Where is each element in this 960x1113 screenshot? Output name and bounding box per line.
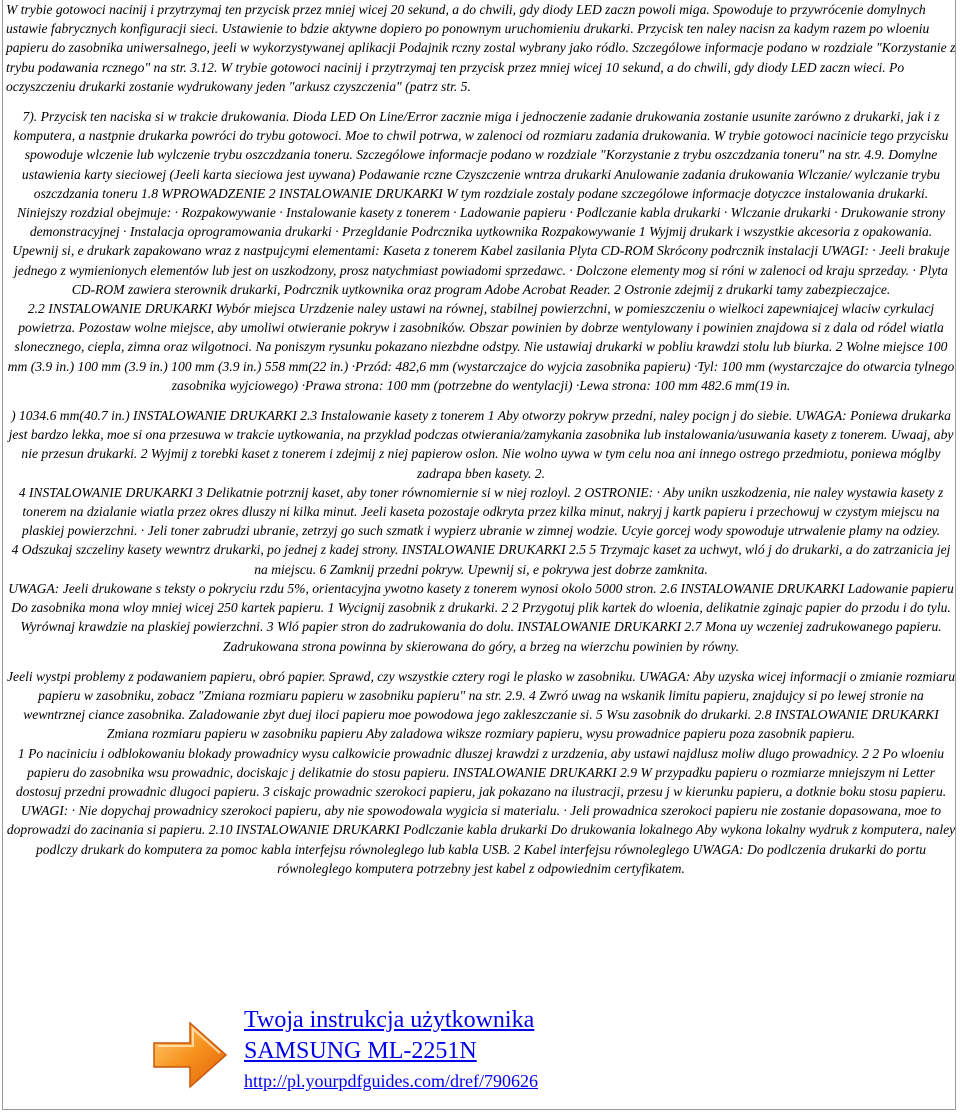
footer-links [244, 1005, 538, 1095]
paragraph: 1 Po naciniciu i odblokowaniu blokady prowadnicy wysu calkowicie prowadnic dluszej krawdzi z urzdzenia, aby ustawi najdlusz moliw dlugo prowadnicy. 2 2 Po wloeniu papieru do zasobnika wsu prowadnic, dociskajc j delikatnie do stosu papieru. INSTALOWANIE DRUKARKI 2.9 W przypadku papieru o rozmiarze mniejszym ni Letter dostosuj przedni prowadnic dlugoci papieru. 3 ciskajc prowadnic szerokoci papieru, jak pokazano na ilustracji, przesu j w kierunku papieru, a dotknie boku stosu papieru. [15, 745, 947, 799]
paragraph: 7). Przycisk ten naciska si w trakcie drukowania. Dioda LED On Line/Error zacznie miga i jednoczenie zadanie drukowania zostanie usunite zarówno z drukarki, jak i z komputera, a nastpnie drukarka powróci do trybu gotowoci. Moe to chwil potrwa, w zalenoci od rozmiaru zadania drukowania. W trybie gotowoci nacinicie tego przycisku spowoduje wlczenie lub wylczenie trybu oszczdzania toneru. Szczególowe informacje podano w rozdziale "Korzystanie z trybu oszczdzania toneru" na str. 4.9. Domylne ustawienia karty sieciowej (Jeeli karta sieciowa jest uywana) Podawanie rczne Czyszczenie wntrza drukarki Anulowanie zadania drukowania Wlczanie/ wylczanie trybu oszczdzania toneru 1.8 WPROWADZENIE 2 INSTALOWANIE DRUKARKI W tym rozdziale zostaly podane szczególowe informacje dotyczce instalowania drukarki. [13, 109, 949, 201]
paragraph: UWAGI: · Nie dopychaj prowadnicy szerokoci papieru, aby nie spowodowala wygicia si materialu. · Jeli prowadnica szerokoci papieru nie zostanie dopasowana, moe to doprowadzi do zacinania si papieru. 2.10 INSTALOWANIE DRUKARKI Podlczanie kabla drukarki Do drukowania lokalnego Aby wykona lokalny wydruk z komputera, naley podlczy drukark do komputera za pomoc kabla interfejsu równoleglego lub kabla USB. 2 Kabel interfejsu równoleglego UWAGA: Do podlczenia drukarki do portu równoleglego komputera potrzebny jest kabel z odpowiednim certyfikatem. [6, 803, 956, 876]
paragraph: 4 Odszukaj szczeliny kasety wewntrz drukarki, po jednej z kadej strony. INSTALOWANIE DRUKARKI 2.5 5 Trzymajc kaset za uchwyt, wló j do drukarki, a do zatrzanicia jej na miejscu. 6 Zamknij przedni pokryw. Upewnij si, e pokrywa jest dobrze zamknita. [11, 542, 951, 577]
paragraph: Jeeli wystpi problemy z podawaniem papieru, obró papier. Sprawd, czy wszystkie cztery rogi le plasko w zasobniku. UWAGA: Aby uzyska wicej informacji o zmianie rozmiaru papieru w zasobniku, zobacz "Zmiana rozmiaru papieru w zasobniku papieru" na str. 2.9. 4 Zwró uwag na wskanik limitu papieru, znajdujcy si po lewej stronie na wewntrznej ciance zasobnika. Zaladowanie zbyt duej iloci papieru moe powodowa jego zakleszczanie si. 5 Wsu zasobnik do drukarki. 2.8 INSTALOWANIE DRUKARKI Zmiana rozmiaru papieru w zasobniku papieru Aby zaladowa wiksze rozmiary papieru, wysu prowadnice papieru poza zasobnik papieru. [7, 668, 955, 742]
paragraph: UWAGA: Jeeli drukowane s teksty o pokryciu rzdu 5%, orientacyjna ywotno kasety z tonerem wynosi okolo 5000 stron. 2.6 INSTALOWANIE DRUKARKI Ladowanie papieru Do zasobnika mona wloy mniej wicej 250 kartek papieru. 1 Wycignij zasobnik z drukarki. 2 2 Przygotuj plik kartek do wloenia, delikatnie zginajc papier do przodu i do tylu. Wyrównaj krawdzie na plaskiej powierzchni. 3 Wló papier stron do zadrukowania do dolu. INSTALOWANIE DRUKARKI 2.7 Mona uy wczeniej zadrukowanego papieru. Zadrukowana strona powinna by skierowana do góry, a brzeg na wierzchu powinien by równy. [8, 580, 954, 654]
paragraph: ) 1034.6 mm(40.7 in.) INSTALOWANIE DRUKARKI 2.3 Instalowanie kasety z tonerem 1 Aby otworzy pokryw przedni, naley pocign j do siebie. UWAGA: Poniewa drukarka jest bardzo lekka, moe si ona przesuwa w trakcie uytkowania, na przyklad podczas otwierania/zamykania zasobnika lub instalowania/usuwania kasety z tonerem. Uwaaj, aby nie przesun drukarki. 2 Wyjmij z torebki kaset z tonerem i zdejmij z niej papierow oslon. Nie wolno uywa w tym celu noa ani innego ostrego przedmiotu, poniewa móglby zadrapa bben kasety. 2. [8, 408, 954, 481]
document-body [6, 0, 956, 878]
paragraph: 2.2 INSTALOWANIE DRUKARKI Wybór miejsca Urzdzenie naley ustawi na równej, stabilnej powierzchni, w pomieszczeniu o wielkoci zapewniajcej wlaciw cyrkulacj powietrza. Pozostaw wolne miejsce, aby umoliwi otwieranie pokryw i zasobników. Obszar powinien by dobrze wentylowany i powinien znajdowa si z dala od ródel wiatla slonecznego, ciepla, zimna oraz wilgotnoci. Na poniszym rysunku pokazano niezbdne odstpy. Nie ustawiaj drukarki w pobliu krawdzi stolu lub biurka. 2 Wolne miejsce 100 mm (3.9 in.) 100 mm (3.9 in.) 100 mm (3.9 in.) 558 mm(22 in.) ·Przód: 482,6 mm (wystarczajce do wyjcia zasobnika papieru) ·Tyl: 100 mm (wystarczajce do otwarcia tylnego zasobnika wyjciowego) ·Prawa strona: 100 mm (potrzebne do wentylacji) ·Lewa strona: 100 mm 482.6 mm(19 in. [7, 301, 955, 393]
paragraph: Niniejszy rozdzial obejmuje: · Rozpakowywanie · Instalowanie kasety z tonerem · Ladowanie papieru · Podlczanie kabla drukarki · Wlczanie drukarki · Drukowanie strony demonstracyjnej · Instalacja oprogramowania drukarki · Przegldanie Podrcznika uytkownika Rozpakowywanie 1 Wyjmij drukark i wszystkie akcesoria z opakowania. Upewnij si, e drukark zapakowano wraz z nastpujcymi elementami: Kaseta z tonerem Kabel zasilania Plyta CD-ROM Skrócony podrcznik instalacji UWAGI: · Jeeli brakuje jednego z wymienionych elementów lub jest on uszkodzony, prosz natychmiast powiadomi sprzedawc. · Dolczone elementy mog si róni w zalenoci od kraju sprzeday. · Plyta CD-ROM zawiera sterownik drukarki, Podrcznik uytkownika oraz program Adobe Acrobat Reader. 2 Ostronie zdejmij z drukarki tamy zabezpieczajce. [12, 205, 950, 297]
footer [150, 1005, 850, 1113]
url-link[interactable]: http://pl.yourpdfguides.com/dref/790626 [244, 1071, 538, 1091]
manual-title-link[interactable]: Twoja instrukcja użytkownika [244, 1007, 535, 1033]
paragraph: 4 INSTALOWANIE DRUKARKI 3 Delikatnie potrznij kaset, aby toner równomiernie si w niej rozloyl. 2 OSTRONIE: · Aby unikn uszkodzenia, nie naley wystawia kasety z tonerem na dzialanie wiatla przez okres dluszy ni kilka minut. Jeeli kaseta pozostaje odkryta przez kilka minut, nakryj j kartk papieru i przechowuj w czystym miejscu na plaskiej powierzchni. · Jeli toner zabrudzi ubranie, zetrzyj go such szmatk i wypierz ubranie w zimnej wodzie. Ucyie gorcej wody spowoduje utrwalenie plamy na odziey. [18, 484, 944, 539]
orange-arrow-logo-icon [150, 1013, 230, 1093]
paragraph: W trybie gotowoci nacinij i przytrzymaj ten przycisk przez mniej wicej 20 sekund, a do chwili, gdy diody LED zaczn powoli miga. Spowoduje to przywrócenie domylnych ustawie fabrycznych konfiguracji sieci. Ustawienie to bdzie aktywne dopiero po ponownym uruchomieniu drukarki. Przycisk ten naley nacisn za kadym razem po wloeniu papieru do zasobnika uniwersalnego, jeeli w wykorzystywanej aplikacji Podajnik rczny zostal wybrany jako ródlo. Szczególowe informacje podano w rozdziale "Korzystanie z trybu podawania rcznego" na str. 3.12. W trybie gotowoci nacinij i przytrzymaj ten przycisk przez mniej wicej 10 sekund, a do chwili, gdy diody LED zaczn wieci. Po oczyszczeniu drukarki zostanie wydrukowany jeden "arkusz czyszczenia" (patrz str. 5. [6, 2, 956, 94]
model-link[interactable]: SAMSUNG ML-2251N [244, 1038, 477, 1064]
